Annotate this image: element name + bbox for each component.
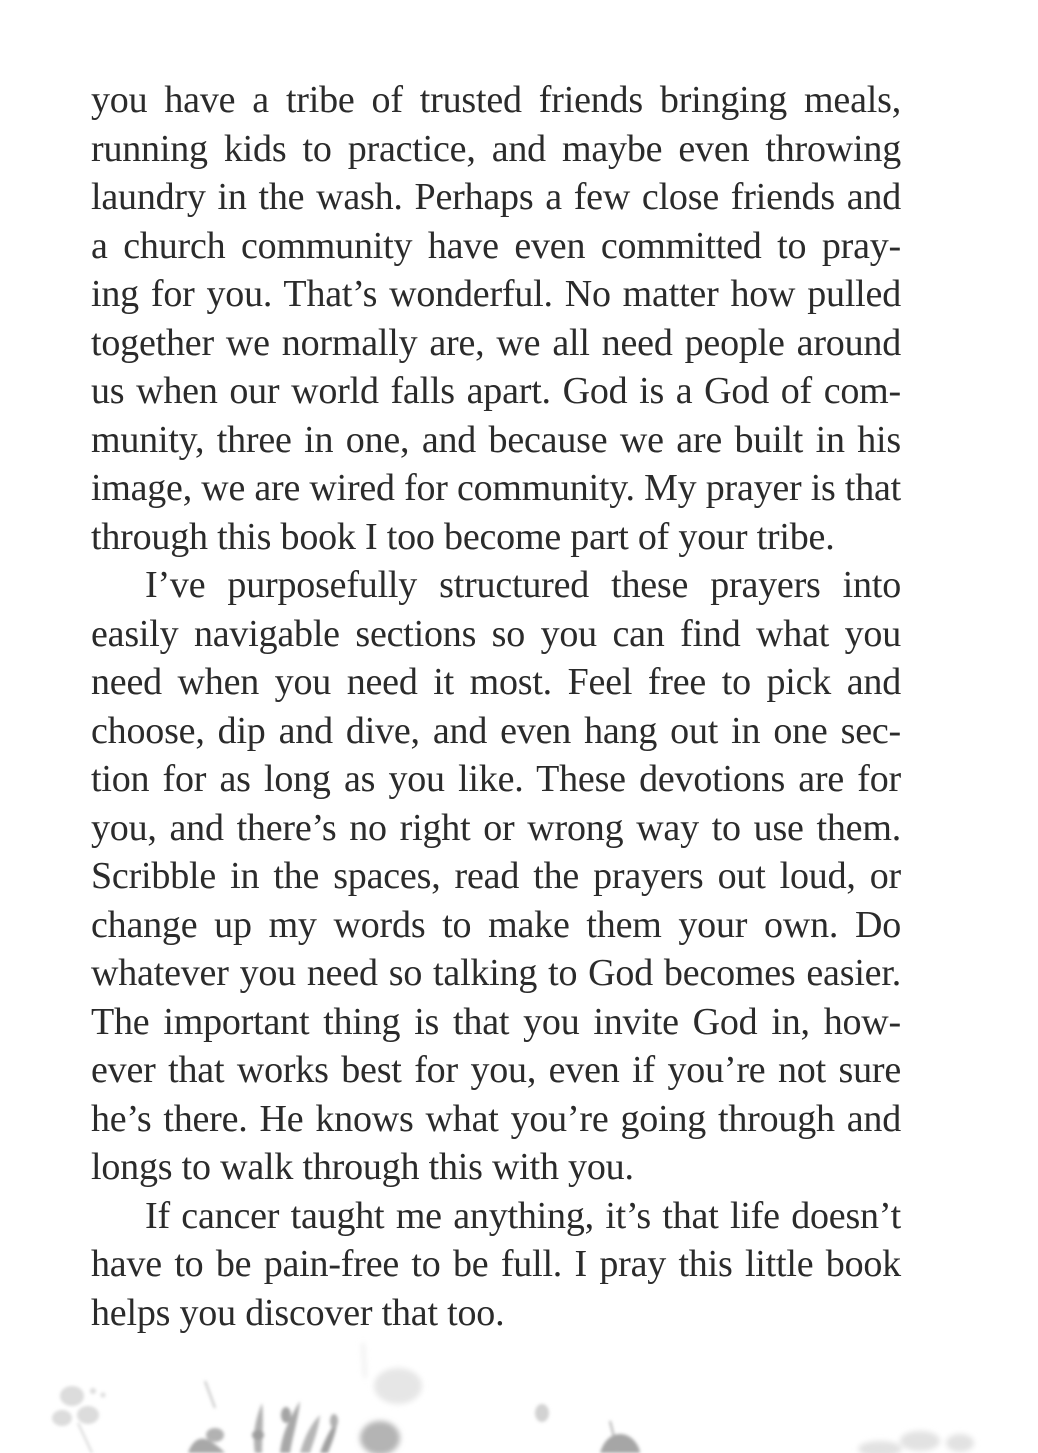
- text-line: have to be pain-free to be full. I pray this little book: [91, 1243, 901, 1285]
- paragraph-2: [91, 561, 901, 1192]
- floral-decoration: [0, 1323, 1038, 1453]
- paragraph-1: [91, 76, 901, 561]
- text-line: together we normally are, we all need people around: [91, 321, 901, 364]
- text-line: ing for you. That’s wonderful. No matter how pulled: [91, 273, 901, 315]
- text-line: The important thing is that you invite God in, how-: [91, 1000, 901, 1043]
- body-text: [91, 76, 901, 1337]
- text-line: I’ve purposefully structured these prayers into: [145, 564, 901, 606]
- text-line: a church community have even committed to pray-: [91, 224, 901, 267]
- text-line: us when our world falls apart. God is a God of com-: [91, 370, 901, 412]
- text-line: choose, dip and dive, and even hang out in one sec-: [91, 709, 901, 752]
- text-line: ever that works best for you, even if you’re not sure: [91, 1049, 901, 1091]
- text-line: he’s there. He knows what you’re going through and: [91, 1097, 901, 1140]
- text-line: image, we are wired for community. My prayer is that: [91, 467, 901, 509]
- flower-icon: [52, 1386, 106, 1453]
- text-line: munity, three in one, and because we are built in his: [91, 418, 901, 461]
- text-line: tion for as long as you like. These devotions are for: [91, 758, 901, 800]
- text-line: helps you discover that too.: [91, 1291, 505, 1334]
- text-line: easily navigable sections so you can find what you: [91, 612, 901, 655]
- leaf-icon: [535, 1404, 640, 1453]
- grass-icon: [188, 1381, 338, 1453]
- text-line: you have a tribe of trusted friends bringing meals,: [91, 79, 901, 121]
- text-line: you, and there’s no right or wrong way to use them.: [91, 806, 901, 849]
- text-line: running kids to practice, and maybe even throwing: [91, 127, 901, 170]
- text-line: laundry in the wash. Perhaps a few close friends and: [91, 176, 901, 218]
- foliage-icon: [858, 1431, 974, 1453]
- text-line: change up my words to make them your own. Do: [91, 903, 901, 946]
- text-line: through this book I too become part of your tribe.: [91, 515, 835, 558]
- text-line: whatever you need so talking to God becomes easier.: [91, 952, 901, 994]
- poppy-icon: [360, 1343, 422, 1453]
- text-line: need when you need it most. Feel free to pick and: [91, 661, 901, 703]
- text-line: If cancer taught me anything, it’s that life doesn’t: [145, 1194, 901, 1237]
- text-line: Scribble in the spaces, read the prayers out loud, or: [91, 855, 901, 897]
- paragraph-3: [91, 1192, 901, 1338]
- text-line: longs to walk through this with you.: [91, 1146, 634, 1188]
